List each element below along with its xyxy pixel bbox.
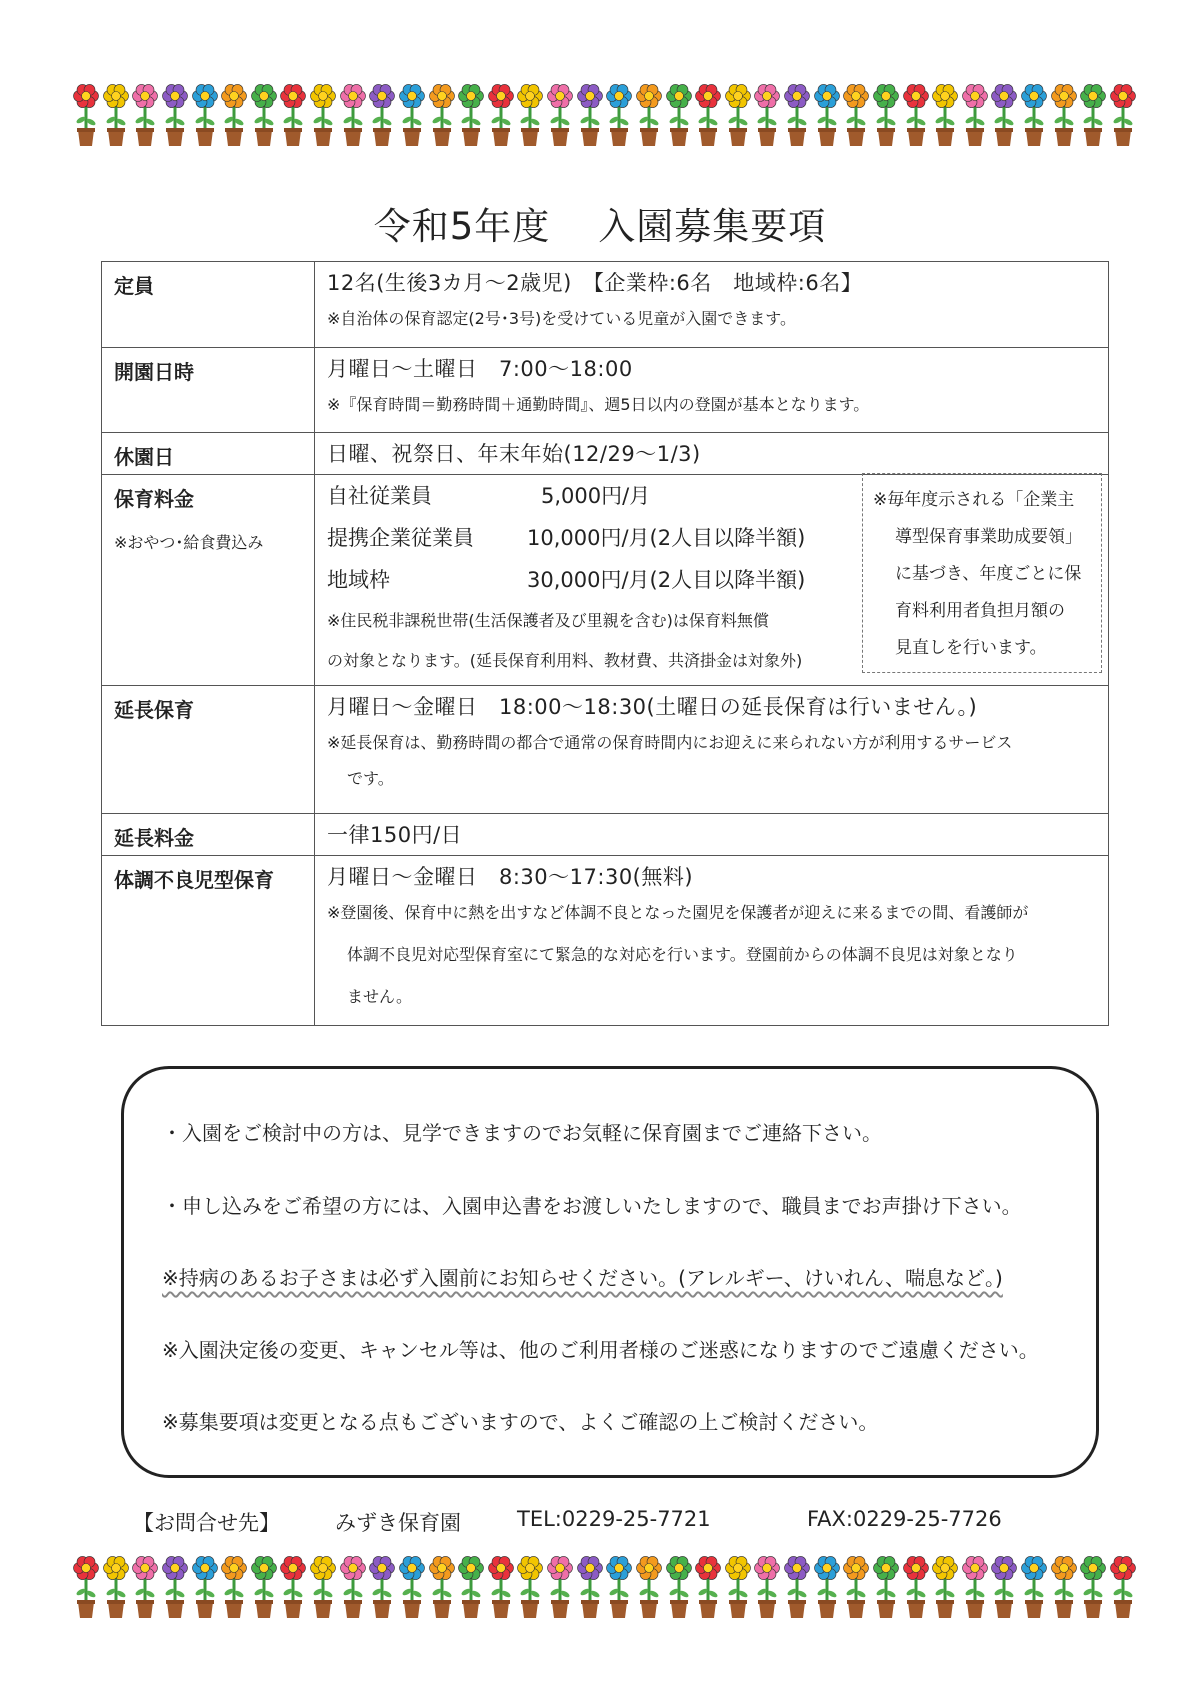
- extended-value: 月曜日～金曜日 18:00～18:30(土曜日の延長保育は行いません。): [327, 695, 978, 719]
- hours-value: 月曜日～土曜日 7:00～18:00: [327, 357, 633, 381]
- row-label: 体調不良児型保育: [102, 856, 315, 1026]
- flower-pot-icon: [487, 1552, 515, 1622]
- flower-pot-icon: [783, 80, 811, 150]
- flower-border-top: [72, 80, 1137, 150]
- box-line: に基づき、年度ごとに保: [895, 564, 1082, 584]
- row-label: 保育料金: [114, 487, 194, 511]
- flower-pot-icon: [546, 80, 574, 150]
- flower-pot-icon: [72, 80, 100, 150]
- table-row: [102, 686, 1109, 814]
- table-row: [102, 475, 1109, 686]
- fee-price: 10,000円/月(2人目以降半額): [527, 526, 806, 550]
- flower-border-bottom: [72, 1552, 1137, 1622]
- flower-pot-icon: [428, 80, 456, 150]
- flower-pot-icon: [694, 80, 722, 150]
- tel-number: TEL:0229-25-7721: [517, 1507, 711, 1531]
- requirements-table: [101, 261, 1109, 1026]
- flower-pot-icon: [931, 80, 959, 150]
- flower-pot-icon: [1020, 1552, 1048, 1622]
- row-label: 延長保育: [102, 686, 315, 814]
- flower-pot-icon: [902, 1552, 930, 1622]
- notice-box: [121, 1066, 1099, 1478]
- flower-pot-icon: [487, 80, 515, 150]
- flower-pot-icon: [279, 80, 307, 150]
- flower-pot-icon: [546, 1552, 574, 1622]
- flower-pot-icon: [191, 80, 219, 150]
- flower-pot-icon: [1079, 1552, 1107, 1622]
- flower-pot-icon: [665, 80, 693, 150]
- row-label: 延長料金: [102, 814, 315, 856]
- flower-pot-icon: [457, 80, 485, 150]
- capacity-note: ※自治体の保育認定(2号･3号)を受けている児童が入園できます。: [327, 309, 796, 328]
- flower-pot-icon: [990, 1552, 1018, 1622]
- flower-pot-icon: [872, 80, 900, 150]
- flower-pot-icon: [813, 80, 841, 150]
- flower-pot-icon: [753, 80, 781, 150]
- table-row: [102, 433, 1109, 475]
- flower-pot-icon: [131, 80, 159, 150]
- flower-pot-icon: [1109, 80, 1137, 150]
- flower-pot-icon: [102, 80, 130, 150]
- fee-note-2: の対象となります。(延長保育利用料、教材費、共済掛金は対象外): [327, 651, 803, 670]
- flower-pot-icon: [635, 80, 663, 150]
- flower-pot-icon: [1079, 80, 1107, 150]
- fee-name: 提携企業従業員: [327, 526, 474, 550]
- notice-line: ・入園をご検討中の方は、見学できますのでお気軽に保育園までご連絡下さい。: [162, 1121, 882, 1145]
- flower-pot-icon: [1020, 80, 1048, 150]
- flower-pot-icon: [605, 1552, 633, 1622]
- sick-note-cont: ません。: [347, 987, 412, 1006]
- nursery-name: みずき保育園: [335, 1511, 461, 1535]
- title-year: 令和5年度: [373, 205, 551, 248]
- fee-review-box: [862, 473, 1102, 673]
- flower-pot-icon: [635, 1552, 663, 1622]
- box-line: ※毎年度示される「企業主: [873, 490, 1075, 510]
- flower-pot-icon: [131, 1552, 159, 1622]
- flower-pot-icon: [842, 80, 870, 150]
- flower-pot-icon: [102, 1552, 130, 1622]
- row-label: 定員: [102, 262, 315, 348]
- fee-name: 自社従業員: [327, 484, 432, 508]
- capacity-value: 12名(生後3カ月～2歳児) 【企業枠:6名 地域枠:6名】: [327, 271, 863, 295]
- flower-pot-icon: [605, 80, 633, 150]
- fax-number: FAX:0229-25-7726: [807, 1507, 1002, 1531]
- fee-price: 30,000円/月(2人目以降半額): [527, 568, 806, 592]
- flower-pot-icon: [931, 1552, 959, 1622]
- notice-line: ※募集要項は変更となる点もございますので、よくご確認の上ご検討ください。: [162, 1410, 879, 1434]
- hours-note: ※『保育時間＝勤務時間＋通勤時間』、週5日以内の登園が基本となります。: [327, 395, 870, 414]
- flower-pot-icon: [161, 80, 189, 150]
- flower-pot-icon: [665, 1552, 693, 1622]
- page-title: [0, 196, 1200, 250]
- flower-pot-icon: [961, 80, 989, 150]
- flower-pot-icon: [576, 80, 604, 150]
- flower-pot-icon: [516, 80, 544, 150]
- flower-pot-icon: [990, 80, 1018, 150]
- flower-pot-icon: [250, 1552, 278, 1622]
- flower-pot-icon: [368, 1552, 396, 1622]
- flower-pot-icon: [753, 1552, 781, 1622]
- contact-info: [133, 1507, 1002, 1537]
- flower-pot-icon: [250, 80, 278, 150]
- table-row: [102, 262, 1109, 348]
- flower-pot-icon: [398, 1552, 426, 1622]
- row-label: 休園日: [102, 433, 315, 475]
- flower-pot-icon: [309, 1552, 337, 1622]
- flower-pot-icon: [724, 80, 752, 150]
- flower-pot-icon: [842, 1552, 870, 1622]
- flower-pot-icon: [961, 1552, 989, 1622]
- fee-name: 地域枠: [327, 568, 390, 592]
- notice-line: ※入園決定後の変更、キャンセル等は、他のご利用者様のご迷惑になりますのでご遠慮ください。: [162, 1338, 1039, 1362]
- flower-pot-icon: [220, 80, 248, 150]
- sick-value: 月曜日～金曜日 8:30～17:30(無料): [327, 865, 694, 889]
- flower-pot-icon: [161, 1552, 189, 1622]
- flower-pot-icon: [220, 1552, 248, 1622]
- flower-pot-icon: [1109, 1552, 1137, 1622]
- flower-pot-icon: [783, 1552, 811, 1622]
- flower-pot-icon: [339, 1552, 367, 1622]
- flower-pot-icon: [576, 1552, 604, 1622]
- flower-pot-icon: [398, 80, 426, 150]
- flower-pot-icon: [1050, 80, 1078, 150]
- sick-note-cont: 体調不良児対応型保育室にて緊急的な対応を行います。登園前からの体調不良児は対象となり: [347, 945, 1018, 964]
- flower-pot-icon: [694, 1552, 722, 1622]
- notice-line: ・申し込みをご希望の方には、入園申込書をお渡しいたしますので、職員までお声掛け下さい。: [162, 1194, 1022, 1218]
- flower-pot-icon: [902, 80, 930, 150]
- box-line: 育料利用者負担月額の: [895, 601, 1065, 621]
- fee-sub-note: ※おやつ･給食費込み: [114, 533, 264, 552]
- fee-note-1: ※住民税非課税世帯(生活保護者及び里親を含む)は保育料無償: [327, 611, 769, 630]
- extended-note: ※延長保育は、勤務時間の都合で通常の保育時間内にお迎えに来られない方が利用するサービス: [327, 733, 1013, 752]
- sick-note: ※登園後、保育中に熱を出すなど体調不良となった園児を保護者が迎えに来るまでの間、看護師が: [327, 903, 1029, 922]
- flower-pot-icon: [191, 1552, 219, 1622]
- row-label: 開園日時: [102, 348, 315, 433]
- flower-pot-icon: [813, 1552, 841, 1622]
- flower-pot-icon: [428, 1552, 456, 1622]
- table-row: [102, 814, 1109, 856]
- fee-price: 5,000円/月: [541, 484, 651, 508]
- ext-fee-value: 一律150円/日: [327, 823, 463, 847]
- box-line: 見直しを行います。: [895, 638, 1047, 658]
- notice-line-allergy: ※持病のあるお子さまは必ず入園前にお知らせください。(アレルギー、けいれん、喘息など。): [162, 1266, 1003, 1290]
- table-row: [102, 348, 1109, 433]
- flower-pot-icon: [1050, 1552, 1078, 1622]
- flower-pot-icon: [339, 80, 367, 150]
- closed-value: 日曜、祝祭日、年末年始(12/29～1/3): [327, 442, 701, 466]
- flower-pot-icon: [279, 1552, 307, 1622]
- contact-label: 【お問合せ先】: [133, 1511, 280, 1535]
- table-row: [102, 856, 1109, 1026]
- title-main: 入園募集要項: [598, 205, 827, 248]
- flower-pot-icon: [309, 80, 337, 150]
- flower-pot-icon: [72, 1552, 100, 1622]
- flower-pot-icon: [457, 1552, 485, 1622]
- box-line: 導型保育事業助成要領」: [895, 527, 1082, 547]
- flower-pot-icon: [724, 1552, 752, 1622]
- flower-pot-icon: [516, 1552, 544, 1622]
- extended-note-cont: です。: [347, 769, 394, 788]
- flower-pot-icon: [872, 1552, 900, 1622]
- flower-pot-icon: [368, 80, 396, 150]
